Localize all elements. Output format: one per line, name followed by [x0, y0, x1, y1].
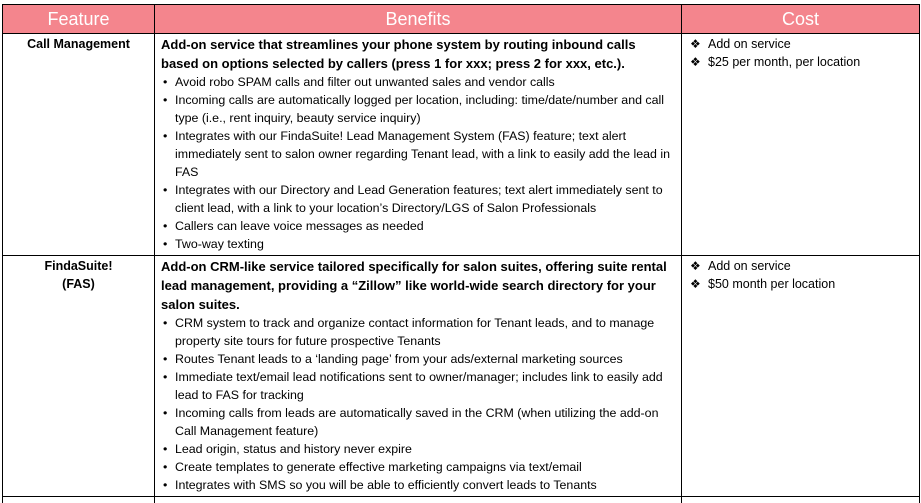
diamond-bullet-icon: ❖: [690, 257, 701, 275]
benefit-item: • Immediate text/email lead notifications sent to owner/manager; includes link to easily add lead to FAS for tracking: [161, 368, 675, 404]
benefit-item: • Create templates to generate effective marketing campaigns via text/email: [161, 458, 675, 476]
header-feature: Feature: [3, 5, 155, 34]
table-row: [3, 256, 920, 497]
benefits-cell: [155, 256, 682, 497]
cost-text: $25 per month, per location: [708, 55, 860, 69]
cost-list: [688, 257, 913, 293]
feature-name: Call Management: [9, 35, 148, 53]
header-cost: Cost: [682, 5, 920, 34]
cost-cell: [682, 256, 920, 497]
feature-abbreviation: (FAS): [9, 275, 148, 293]
benefit-item: • Incoming calls are automatically logged per location, including: time/date/number and call type (i.e., rent inquiry, beauty service inquiry): [161, 91, 675, 127]
cost-item: [688, 275, 913, 293]
benefit-item: • Integrates with our Directory and Lead Generation features; text alert immediately sent to client lead, with a link to your location’s Directory/LGS of Salon Professionals: [161, 181, 675, 217]
diamond-bullet-icon: ❖: [690, 275, 701, 293]
benefit-lead: Add-on CRM-like service tailored specifically for salon suites, offering suite rental lead management, providing a “Zillow” like world-wide search directory for your salon suites.: [161, 257, 675, 314]
diamond-bullet-icon: ❖: [690, 35, 701, 53]
benefit-list: [161, 314, 675, 494]
table-row-partial: [3, 497, 920, 503]
benefit-item: • Integrates with our FindaSuite! Lead Management System (FAS) feature; text alert immediately sent to salon owner regarding Tenant lead, with a link to easily add the lead in FAS: [161, 127, 675, 181]
features-table: [2, 4, 920, 503]
feature-cell: [3, 256, 155, 497]
cost-text: $50 month per location: [708, 277, 835, 291]
cost-cell: [682, 34, 920, 256]
benefit-item: • Callers can leave voice messages as needed: [161, 217, 675, 235]
empty-cell: [3, 497, 155, 503]
cost-item: [688, 53, 913, 71]
cost-list: [688, 35, 913, 71]
benefits-cell: [155, 34, 682, 256]
feature-cell: [3, 34, 155, 256]
benefit-lead: Add-on service that streamlines your phone system by routing inbound calls based on options selected by callers (press 1 for xxx; press 2 for xxx, etc.).: [161, 35, 675, 73]
benefit-item: • Integrates with SMS so you will be able to efficiently convert leads to Tenants: [161, 476, 675, 494]
benefit-item: • Incoming calls from leads are automatically saved in the CRM (when utilizing the add-on Call Management feature): [161, 404, 675, 440]
benefit-item: • Avoid robo SPAM calls and filter out unwanted sales and vendor calls: [161, 73, 675, 91]
empty-cell: [682, 497, 920, 503]
cost-item: [688, 35, 913, 53]
cost-text: Add on service: [708, 259, 791, 273]
benefit-list: [161, 73, 675, 253]
diamond-bullet-icon: ❖: [690, 53, 701, 71]
table-row: [3, 34, 920, 256]
benefit-item: • Routes Tenant leads to a ‘landing page’ from your ads/external marketing sources: [161, 350, 675, 368]
feature-name: FindaSuite!: [9, 257, 148, 275]
header-benefits: Benefits: [155, 5, 682, 34]
cost-text: Add on service: [708, 37, 791, 51]
header-row: [3, 5, 920, 34]
empty-cell: [155, 497, 682, 503]
benefit-item: • Two-way texting: [161, 235, 675, 253]
benefit-item: • CRM system to track and organize contact information for Tenant leads, and to manage property site tours for future prospective Tenants: [161, 314, 675, 350]
benefit-item: • Lead origin, status and history never expire: [161, 440, 675, 458]
cost-item: [688, 257, 913, 275]
